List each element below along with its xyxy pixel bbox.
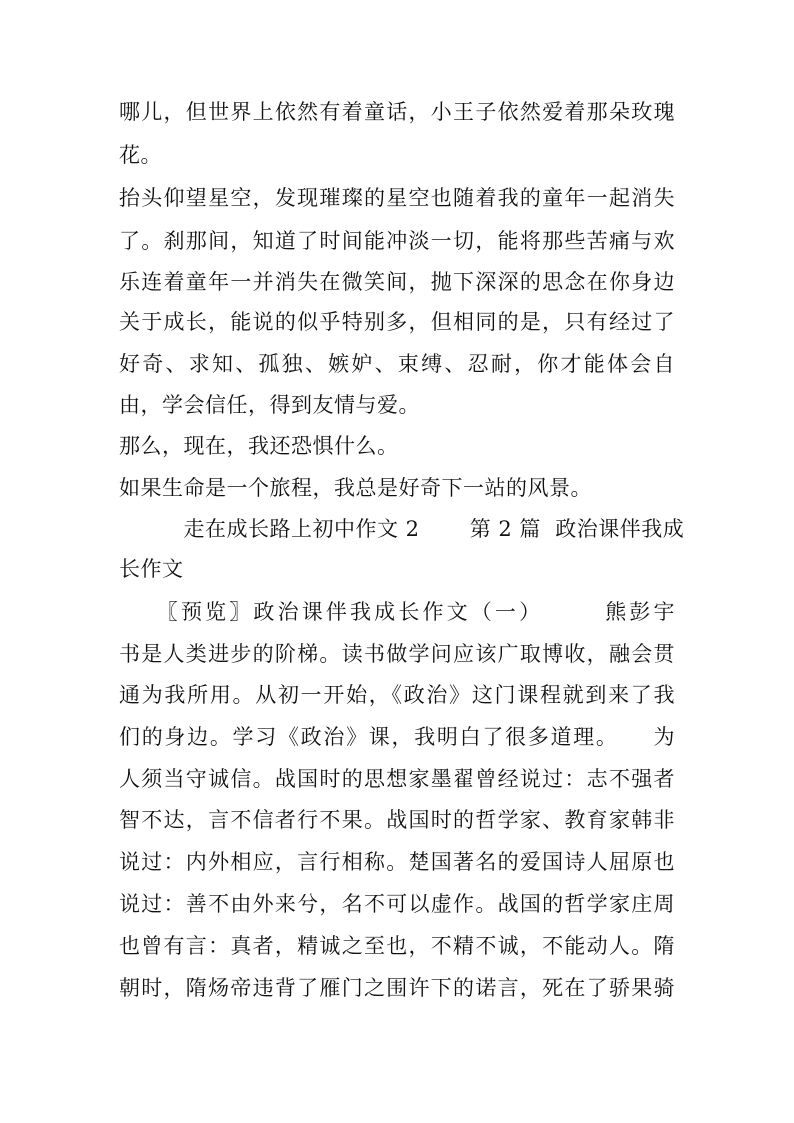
- text-line: 人须当守诚信。战国时的思想家墨翟曾经说过：志不强者: [119, 767, 675, 791]
- text-line: 智不达，言不信者行不果。战国时的哲学家、教育家韩非: [119, 808, 675, 832]
- text-line: 了。刹那间，知道了时间能冲淡一切，能将那些苦痛与欢: [119, 229, 675, 253]
- preview-heading: 〖预览〗政治课伴我成长作文（一） 熊彭宇: [119, 600, 675, 624]
- text-line: 通为我所用。从初一开始，《政治》这门课程就到来了我: [119, 683, 675, 707]
- text-line: 乐连着童年一并消失在微笑间，抛下深深的思念在你身边: [119, 270, 675, 294]
- text-line: 朝时，隋炀帝违背了雁门之围许下的诺言，死在了骄果骑: [119, 976, 675, 1000]
- text-line: 好奇、求知、孤独、嫉妒、束缚、忍耐，你才能体会自: [119, 352, 675, 376]
- text-line: 关于成长，能说的似乎特别多，但相同的是，只有经过了: [119, 310, 675, 334]
- text-line: 们的身边。学习《政治》课，我明白了很多道理。 为: [119, 725, 675, 749]
- text-line: 抬头仰望星空，发现璀璨的星空也随着我的童年一起消失: [119, 186, 675, 210]
- text-line: 哪儿，但世界上依然有着童话，小王子依然爱着那朵玫瑰: [119, 100, 675, 124]
- section-heading-continued: 长作文: [119, 557, 184, 581]
- text-line: 也曾有言：真者，精诚之至也，不精不诚，不能动人。隋: [119, 934, 675, 958]
- text-line: 书是人类进步的阶梯。读书做学问应该广取博收，融会贯: [119, 642, 675, 666]
- text-line: 由，学会信任，得到友情与爱。: [119, 393, 420, 417]
- text-line: 说过：善不由外来兮，名不可以虚作。战国的哲学家庄周: [119, 892, 675, 916]
- section-heading: 走在成长路上初中作文 2 第 2 篇 政治课伴我成: [119, 517, 685, 541]
- text-line: 说过：内外相应，言行相称。楚国著名的爱国诗人屈原也: [119, 850, 675, 874]
- text-line: 那么，现在，我还恐惧什么。: [119, 434, 399, 458]
- text-line: 如果生命是一个旅程，我总是好奇下一站的风景。: [119, 476, 592, 500]
- text-line: 花。: [119, 143, 162, 167]
